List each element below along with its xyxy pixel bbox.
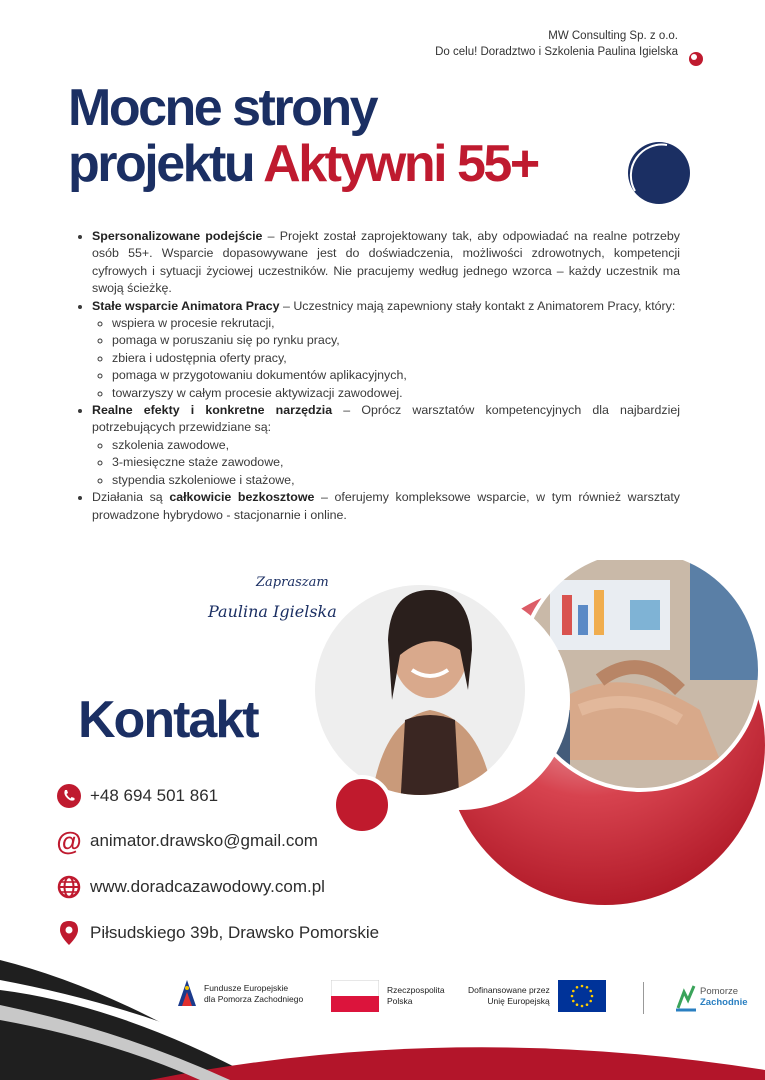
bullet-list xyxy=(76,228,680,524)
contact-website-row[interactable] xyxy=(56,872,325,902)
eu-flag-icon xyxy=(558,980,606,1012)
company-subname: Do celu! Doradztwo i Szkolenia Paulina Igielska xyxy=(435,46,678,58)
sub-list-item: ◦ szkolenia zawodowe, xyxy=(112,437,680,454)
bullet-heading: Realne efekty i konkretne narzędzia xyxy=(92,403,333,418)
pz-line1: Pomorze xyxy=(700,986,739,997)
footer-divider xyxy=(643,982,644,1014)
sub-list xyxy=(92,437,680,489)
contact-website[interactable]: www.doradcazawodowy.com.pl xyxy=(90,877,325,896)
contact-heading: Kontakt xyxy=(78,691,258,749)
fe-logo-icon xyxy=(176,976,198,1012)
company-info xyxy=(435,28,678,60)
pz-logo-icon xyxy=(674,982,698,1012)
logo-eu xyxy=(468,980,606,1012)
photo-collage xyxy=(300,560,765,940)
decorative-red-ring xyxy=(334,777,390,833)
list-item xyxy=(92,298,680,402)
content-body xyxy=(76,228,680,524)
fe-line1: Fundusze Europejskie xyxy=(204,983,289,993)
pz-line2: Zachodnie xyxy=(700,997,748,1008)
logo-rzeczpospolita xyxy=(331,980,445,1012)
polish-flag-icon xyxy=(331,980,379,1012)
list-item xyxy=(92,402,680,489)
sub-list-item: ◦ zbiera i udostępnia oferty pracy, xyxy=(112,350,680,367)
decorative-ring-dot xyxy=(688,51,704,67)
page-title-line1: Mocne strony xyxy=(68,79,377,137)
contact-email-row[interactable] xyxy=(56,826,318,856)
bullet-text: – Projekt został zaprojektowany tak, aby odpowiadać na realne potrzeby osób 55+. Wsparcie dopasowywane jest do doświadczenia, możliwości zdrowotnych, kompetencji cyfrowych i sytuacji życiowej uczestników. Nie pracujemy według jednego wzorca – każdy uczestnik ma swoją ścieżkę. xyxy=(92,229,680,296)
at-icon: @ xyxy=(56,826,82,856)
bullet-text: – Uczestnicy mają zapewniony stały kontakt z Animatorem Pracy, który: xyxy=(279,298,676,313)
sub-list-item: ◦ stypendia szkoleniowe i stażowe, xyxy=(112,472,680,489)
sub-list-item: ◦ wspiera w procesie rekrutacji, xyxy=(112,315,680,332)
contact-phone[interactable]: +48 694 501 861 xyxy=(90,786,219,805)
location-pin-icon xyxy=(56,920,82,946)
bullet-text: – Oprócz warsztatów kompetencyjnych dla najbardziej potrzebujących przewidziane są: xyxy=(92,403,680,435)
contact-phone-row[interactable] xyxy=(56,781,218,811)
sub-list-item: ◦ 3-miesięczne staże zawodowe, xyxy=(112,454,680,471)
company-name: MW Consulting Sp. z o.o. xyxy=(548,30,678,42)
list-item xyxy=(92,228,680,298)
contact-email[interactable]: animator.drawsko@gmail.com xyxy=(90,831,318,850)
phone-icon xyxy=(56,783,82,809)
contact-address: Piłsudskiego 39b, Drawsko Pomorskie xyxy=(90,923,380,942)
signature-invite: Zapraszam xyxy=(256,575,329,590)
signature-name: Paulina Igielska xyxy=(208,602,337,621)
rp-line1: Rzeczpospolita xyxy=(387,985,445,995)
fe-line2: dla Pomorza Zachodniego xyxy=(204,994,304,1004)
bullet-text: – oferujemy kompleksowe wsparcie, w tym również warsztaty prowadzone hybrydowo - stacjonarnie i online. xyxy=(92,490,680,522)
title-aktywni: Aktywni 55+ xyxy=(263,135,538,193)
eu-line2: Unię Europejską xyxy=(487,996,550,1006)
bottom-swoosh xyxy=(0,950,765,1080)
sub-list-item: ◦ pomaga w poruszaniu się po rynku pracy, xyxy=(112,332,680,349)
globe-icon xyxy=(56,874,82,900)
sub-list-item: ◦ pomaga w przygotowaniu dokumentów aplikacyjnych, xyxy=(112,367,680,384)
sub-list-item: ◦ towarzyszy w całym procesie aktywizacji zawodowej. xyxy=(112,385,680,402)
bullet-heading: całkowicie bezkosztowe xyxy=(169,490,315,505)
bullet-text: Działania są xyxy=(92,490,170,505)
decorative-navy-circle xyxy=(627,141,691,205)
title-projektu: projektu xyxy=(68,135,254,193)
logo-pomorze-zachodnie xyxy=(674,982,748,1012)
bullet-heading: Stałe wsparcie Animatora Pracy xyxy=(92,298,280,313)
contact-address-row xyxy=(56,918,379,948)
rp-line2: Polska xyxy=(387,996,413,1006)
page-title-line2 xyxy=(68,136,538,192)
eu-line1: Dofinansowane przez xyxy=(468,985,550,995)
logo-fundusze-europejskie xyxy=(176,976,303,1012)
list-item xyxy=(92,489,680,524)
bullet-heading: Spersonalizowane podejście xyxy=(92,229,263,243)
signature xyxy=(208,565,337,621)
sub-list xyxy=(92,315,680,402)
